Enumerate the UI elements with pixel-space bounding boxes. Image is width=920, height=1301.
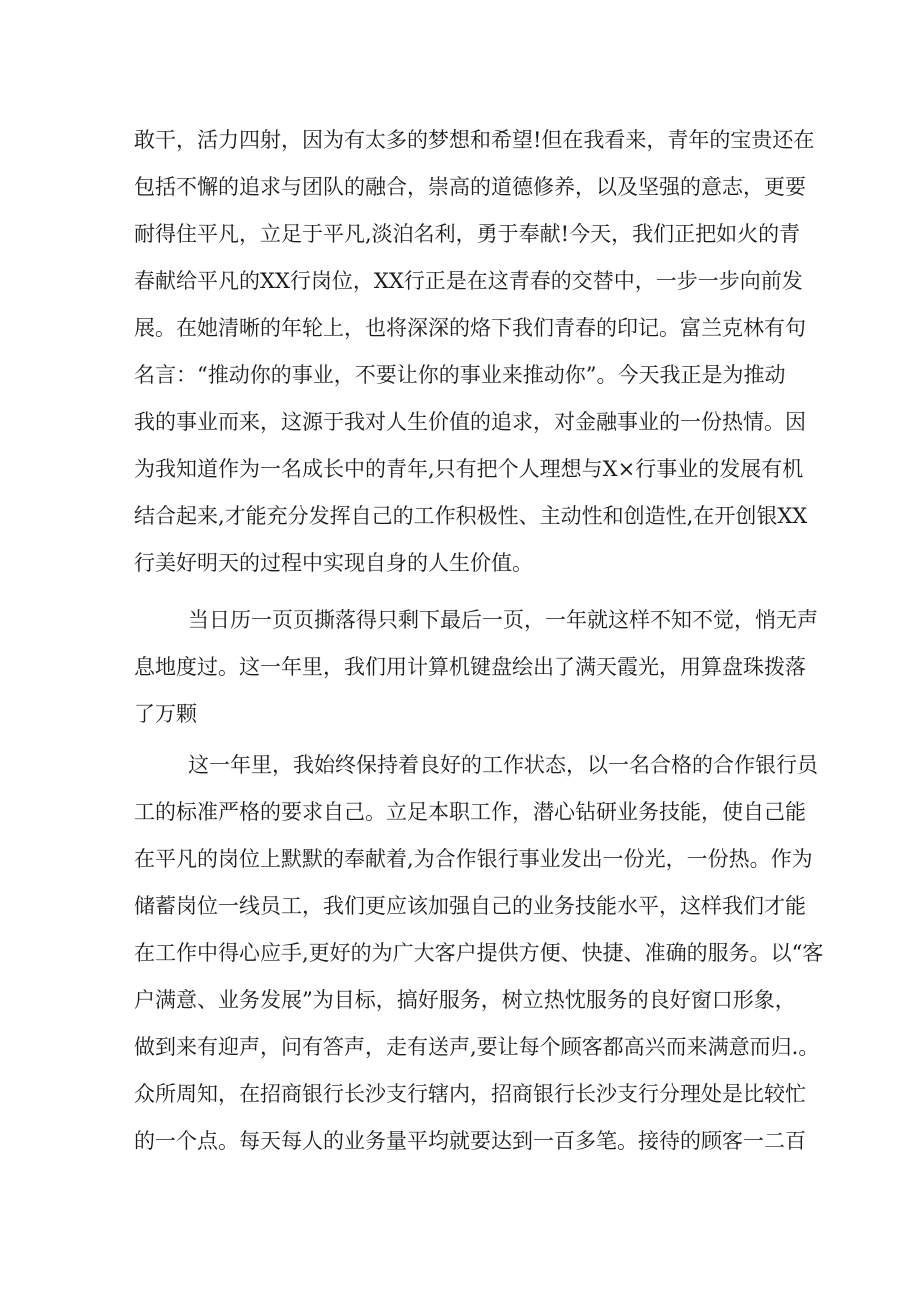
text-line: 储蓄岗位一线员工，我们更应该加强自己的业务技能水平，这样我们才能	[134, 894, 806, 918]
paragraph-1	[134, 117, 815, 587]
text-line: 敢干，活力四射，因为有太多的梦想和希望!但在我看来，青年的宝贵还在	[134, 128, 815, 152]
text-line: 展。在她清晰的年轮上，也将深深的烙下我们青春的印记。富兰克林有句	[134, 316, 806, 340]
text-line: 在工作中得心应手,更好的为广大客户提供方便、快捷、准确的服务。以“客	[134, 941, 824, 965]
text-line: 为我知道作为一名成长中的青年,只有把个人理想与X×行事业的发展有机	[134, 457, 804, 481]
text-line: 这一年里，我始终保持着良好的工作状态，以一名合格的合作银行员	[188, 753, 818, 777]
paragraph-2	[134, 597, 818, 738]
text-line: 的一个点。每天每人的业务量平均就要达到一百多笔。接待的顾客一二百	[134, 1129, 806, 1153]
text-line: 耐得住平凡，立足于平凡,淡泊名利，勇于奉献!今天，我们正把如火的青	[134, 222, 801, 246]
text-line: 名言：“推动你的事业，不要让你的事业来推动你”。今天我正是为推动	[134, 363, 786, 387]
paragraph-3	[134, 742, 824, 1165]
text-line: 我的事业而来，这源于我对人生价值的追求，对金融事业的一份热情。因	[134, 410, 806, 434]
text-line: 在平凡的岗位上默默的奉献着,为合作银行事业发出一份光，一份热。作为	[134, 847, 813, 871]
text-line: 工的标准严格的要求自己。立足本职工作，潜心钻研业务技能，使自己能	[134, 800, 806, 824]
text-line: 行美好明天的过程中实现自身的人生价值。	[134, 551, 533, 575]
text-line: 包括不懈的追求与团队的融合，崇高的道德修养，以及坚强的意志，更要	[134, 175, 806, 199]
text-line: 户满意、业务发展”为目标，搞好服务，树立热忱服务的良好窗口形象，	[134, 988, 796, 1012]
text-line: 春献给平凡的XX行岗位，XX行正是在这青春的交替中，一步一步向前发	[134, 269, 803, 293]
text-line: 了万颗	[134, 702, 197, 726]
text-line: 做到来有迎声，问有答声，走有送声,要让每个顾客都高兴而来满意而归.。	[134, 1035, 820, 1059]
text-line: 众所周知，在招商银行长沙支行辖内，招商银行长沙支行分理处是比较忙	[134, 1082, 806, 1106]
text-line: 当日历一页页撕落得只剩下最后一页，一年就这样不知不觉，悄无声	[188, 608, 818, 632]
text-line: 结合起来,才能充分发挥自己的工作积极性、主动性和创造性,在开创银XX	[134, 504, 808, 528]
text-line: 息地度过。这一年里，我们用计算机键盘绘出了满天霞光，用算盘珠拨落	[134, 655, 806, 679]
